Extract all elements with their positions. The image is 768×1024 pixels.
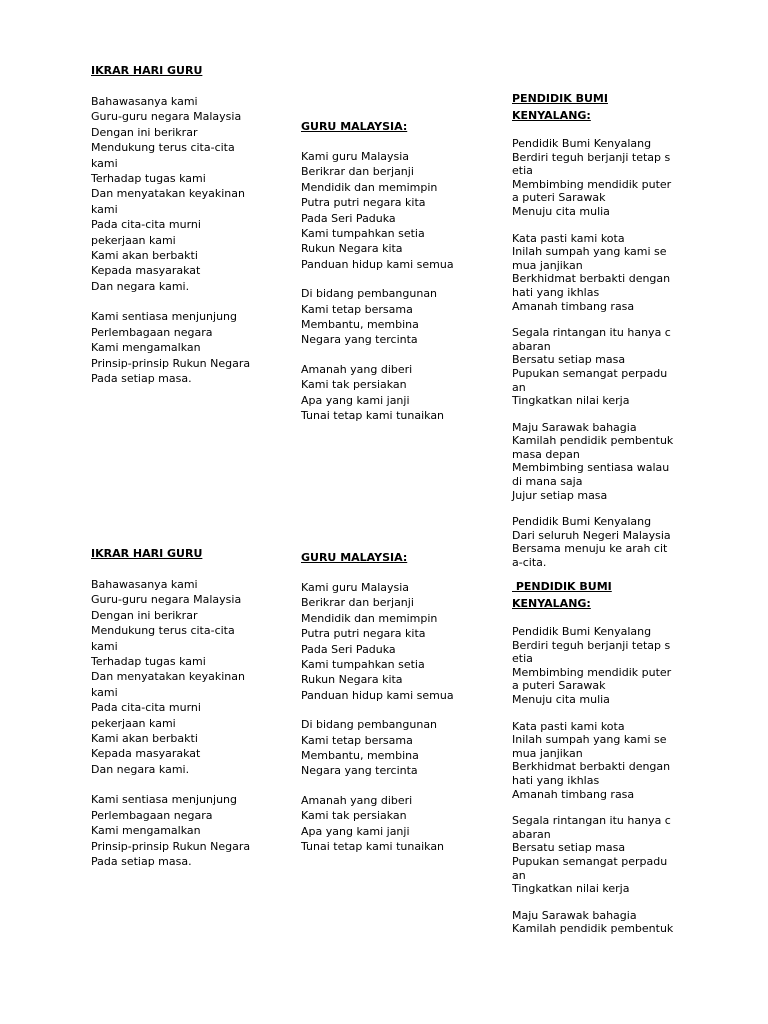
pendidik-stanza-4: Maju Sarawak bahagia Kamilah pendidik pembentuk	[512, 908, 674, 936]
ikrar-title: IKRAR HARI GURU	[91, 64, 203, 77]
ikrar-bottom	[91, 545, 250, 869]
guru-stanza-3: Amanah yang diberi Kami tak persiakan Apa yang kami janji Tunai tetap kami tunaikan	[301, 362, 445, 423]
pendidik-top	[512, 90, 692, 570]
pendidik-stanza-3: Segala rintangan itu hanya c abaran Bersatu setiap masa Pupukan semangat perpadu an Tingkatkan nilai kerja	[512, 326, 671, 408]
pendidik-title: PENDIDIK BUMI KENYALANG:	[512, 92, 608, 122]
pendidik-stanza-5: Pendidik Bumi Kenyalang Dari seluruh Negeri Malaysia Bersama menuju ke arah cit a-cita.	[512, 515, 671, 570]
ikrar-title: IKRAR HARI GURU	[91, 547, 203, 560]
pendidik-stanza-3: Segala rintangan itu hanya c abaran Bersatu setiap masa Pupukan semangat perpadu an Tingkatkan nilai kerja	[512, 814, 671, 896]
ikrar-stanza-1: Bahawasanya kami Guru-guru negara Malaysia Dengan ini berikrar Mendukung terus cita-cita kami Terhadap tugas kami Dan menyatakan keyakinan kami Pada cita-cita murni pekerjaan kami Kami akan berbakti Kepada masyarakat Dan negara kami.	[91, 578, 245, 776]
guru-stanza-2: Di bidang pembangunan Kami tetap bersama Membantu, membina Negara yang tercinta	[301, 287, 438, 347]
guru-stanza-2: Di bidang pembangunan Kami tetap bersama Membantu, membina Negara yang tercinta	[301, 718, 438, 778]
guru-stanza-3: Amanah yang diberi Kami tak persiakan Apa yang kami janji Tunai tetap kami tunaikan	[301, 793, 445, 854]
ikrar-stanza-2: Kami sentiasa menjunjung Perlembagaan negara Kami mengamalkan Prinsip-prinsip Rukun Negara Pada setiap masa.	[91, 310, 251, 385]
pendidik-stanza-4: Maju Sarawak bahagia Kamilah pendidik pembentuk masa depan Membimbing sentiasa walau di mana saja Jujur setiap masa	[512, 420, 674, 502]
guru-stanza-1: Kami guru Malaysia Berikrar dan berjanji Mendidik dan memimpin Putra putri negara kita Pada Seri Paduka Kami tumpahkan setia Rukun Negara kita Panduan hidup kami semua	[301, 581, 454, 702]
guru-bottom	[301, 549, 454, 855]
ikrar-top	[91, 62, 250, 386]
pendidik-stanza-2: Kata pasti kami kota Inilah sumpah yang kami se mua janjikan Berkhidmat berbakti dengan hati yang ikhlas Amanah timbang rasa	[512, 719, 671, 801]
pendidik-title: PENDIDIK BUMI KENYALANG:	[512, 580, 612, 610]
pendidik-stanza-1: Pendidik Bumi Kenyalang Berdiri teguh berjanji tetap s etia Membimbing mendidik puter a puteri Sarawak Menuju cita mulia	[512, 625, 672, 706]
guru-title: GURU MALAYSIA:	[301, 120, 408, 133]
pendidik-stanza-1: Pendidik Bumi Kenyalang Berdiri teguh berjanji tetap s etia Membimbing mendidik puter a puteri Sarawak Menuju cita mulia	[512, 137, 672, 218]
ikrar-stanza-2: Kami sentiasa menjunjung Perlembagaan negara Kami mengamalkan Prinsip-prinsip Rukun Negara Pada setiap masa.	[91, 793, 251, 868]
guru-top	[301, 118, 454, 424]
pendidik-bottom	[512, 578, 692, 936]
ikrar-stanza-1: Bahawasanya kami Guru-guru negara Malaysia Dengan ini berikrar Mendukung terus cita-cita kami Terhadap tugas kami Dan menyatakan keyakinan kami Pada cita-cita murni pekerjaan kami Kami akan berbakti Kepada masyarakat Dan negara kami.	[91, 95, 245, 293]
guru-title: GURU MALAYSIA:	[301, 551, 408, 564]
pendidik-stanza-2: Kata pasti kami kota Inilah sumpah yang kami se mua janjikan Berkhidmat berbakti dengan hati yang ikhlas Amanah timbang rasa	[512, 231, 671, 313]
guru-stanza-1: Kami guru Malaysia Berikrar dan berjanji Mendidik dan memimpin Putra putri negara kita Pada Seri Paduka Kami tumpahkan setia Rukun Negara kita Panduan hidup kami semua	[301, 150, 454, 271]
